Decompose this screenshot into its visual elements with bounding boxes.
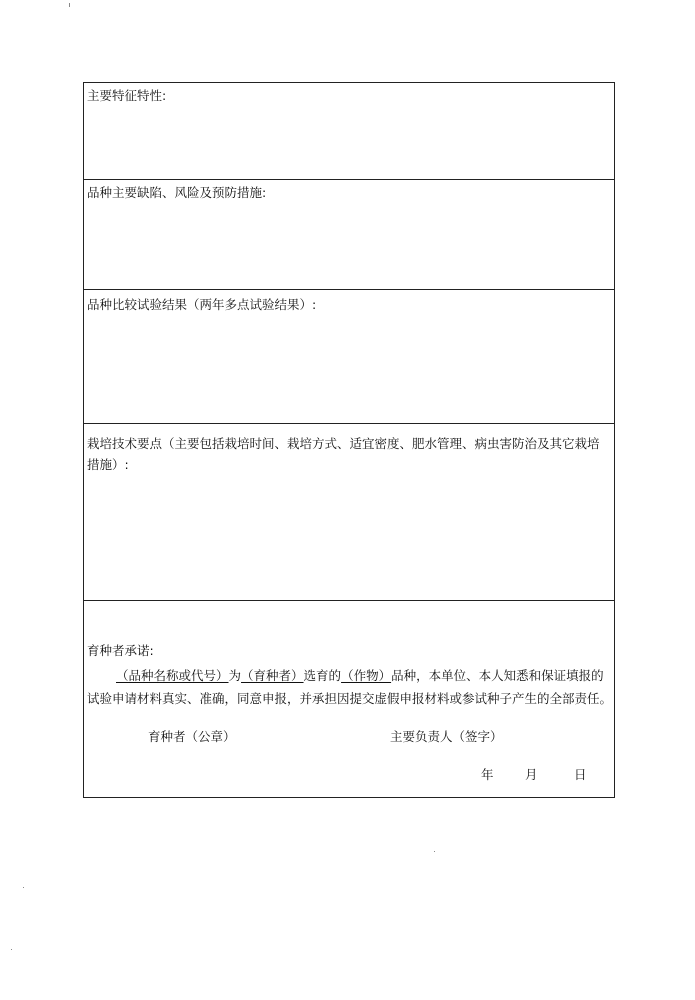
breeder-promise-section [84, 601, 614, 799]
date-year-label: 年 [481, 767, 494, 782]
scan-speck [434, 851, 435, 852]
defects-risks-label: 品种主要缺陷、风险及预防措施: [87, 185, 267, 200]
scan-speck [23, 887, 24, 888]
promise-line-2: 试验申请材料真实、准确，同意申报，并承担因提交虚假申报材料或参试种子产生的全部责任。 [87, 691, 613, 706]
cultivation-points-section [84, 424, 614, 601]
breeder-seal-label: 育种者（公章） [148, 729, 236, 744]
main-characteristics-section [84, 83, 614, 180]
promise-line-1-rest: 品种，本单位、本人知悉和保证填报的 [391, 668, 604, 683]
promise-text-wei: 为 [228, 668, 242, 683]
variety-name-placeholder: （品种名称或代号） [116, 668, 229, 683]
promise-line-1 [116, 666, 604, 686]
comparison-trial-section [84, 290, 614, 424]
promise-heading: 育种者承诺: [87, 643, 154, 658]
main-characteristics-label: 主要特征特性: [87, 88, 167, 103]
head-signature-label: 主要负责人（签字） [390, 729, 503, 744]
breeder-placeholder: （育种者） [241, 668, 304, 683]
scan-speck [69, 3, 70, 7]
date-month-label: 月 [525, 767, 538, 782]
comparison-trial-label: 品种比较试验结果（两年多点试验结果）: [87, 297, 317, 312]
promise-text-xuanyu: 选育的 [303, 668, 342, 683]
date-day-label: 日 [574, 767, 587, 782]
cultivation-points-label: 栽培技术要点（主要包括栽培时间、栽培方式、适宜密度、肥水管理、病虫害防治及其它栽培措施）: [87, 436, 600, 472]
crop-placeholder: （作物） [341, 668, 392, 683]
form-table [83, 82, 615, 798]
scan-speck [11, 949, 12, 950]
defects-risks-section [84, 180, 614, 290]
